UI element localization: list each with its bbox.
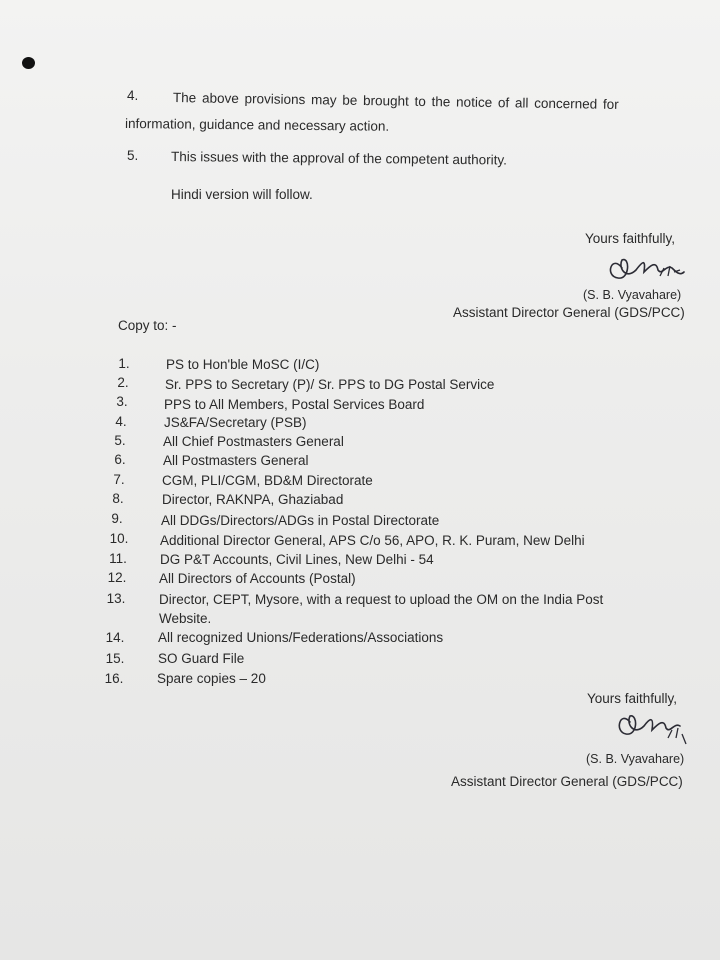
list-item-number: 13.: [106, 591, 126, 606]
list-item: DG P&T Accounts, Civil Lines, New Delhi - 54: [160, 552, 434, 567]
list-item-number: 6.: [114, 452, 126, 467]
list-item: Spare copies – 20: [157, 671, 266, 686]
list-item-continuation: Website.: [159, 611, 212, 626]
list-item-number: 2.: [117, 375, 129, 390]
list-item: JS&FA/Secretary (PSB): [164, 415, 307, 430]
list-item: PPS to All Members, Postal Services Board: [164, 397, 425, 412]
list-item-number: 7.: [113, 472, 125, 487]
list-item: CGM, PLI/CGM, BD&M Directorate: [162, 473, 373, 488]
list-item-number: 16.: [104, 671, 124, 686]
yours-faithfully-1: Yours faithfully,: [585, 231, 676, 246]
list-item-number: 11.: [109, 551, 127, 566]
list-item-number: 15.: [105, 651, 125, 666]
yours-faithfully-2: Yours faithfully,: [587, 691, 678, 706]
list-item: All Postmasters General: [163, 453, 309, 468]
list-item: All Directors of Accounts (Postal): [159, 571, 356, 586]
list-item-number: 12.: [107, 570, 127, 585]
list-item-number: 3.: [116, 394, 128, 409]
list-item: All DDGs/Directors/ADGs in Postal Directorate: [161, 513, 440, 528]
signatory-name-1: (S. B. Vyavahare): [583, 288, 682, 302]
list-item: Additional Director General, APS C/o 56, APO, R. K. Puram, New Delhi: [160, 533, 585, 548]
designation-1: Assistant Director General (GDS/PCC): [453, 305, 685, 320]
list-item: Director, CEPT, Mysore, with a request to upload the OM on the India Post: [159, 592, 604, 607]
list-item-number: 14.: [105, 630, 125, 645]
punch-hole: [22, 57, 35, 69]
para5-hindi: Hindi version will follow.: [171, 187, 313, 202]
list-item: All recognized Unions/Federations/Associations: [158, 630, 444, 645]
list-item-number: 4.: [115, 414, 127, 429]
list-item: SO Guard File: [158, 651, 245, 666]
list-item: Director, RAKNPA, Ghaziabad: [162, 492, 344, 507]
list-item-number: 9.: [111, 511, 123, 526]
para5-number: 5.: [127, 148, 139, 163]
para4-number: 4.: [127, 88, 139, 103]
list-item: PS to Hon'ble MoSC (I/C): [166, 357, 320, 372]
list-item: Sr. PPS to Secretary (P)/ Sr. PPS to DG Postal Service: [165, 377, 495, 392]
para4-line2: information, guidance and necessary action.: [124, 116, 390, 134]
list-item-number: 8.: [112, 491, 124, 506]
list-item-number: 5.: [114, 433, 126, 448]
designation-2: Assistant Director General (GDS/PCC): [451, 774, 683, 789]
para4-line1: The above provisions may be brought to the notice of all concerned for: [172, 90, 619, 113]
list-item-number: 1.: [118, 356, 130, 371]
signatory-name-2: (S. B. Vyavahare): [586, 752, 685, 766]
para5-text: This issues with the approval of the competent authority.: [170, 149, 507, 168]
copy-to-heading: Copy to: -: [118, 318, 177, 333]
list-item-number: 10.: [109, 531, 129, 546]
list-item: All Chief Postmasters General: [163, 434, 344, 449]
